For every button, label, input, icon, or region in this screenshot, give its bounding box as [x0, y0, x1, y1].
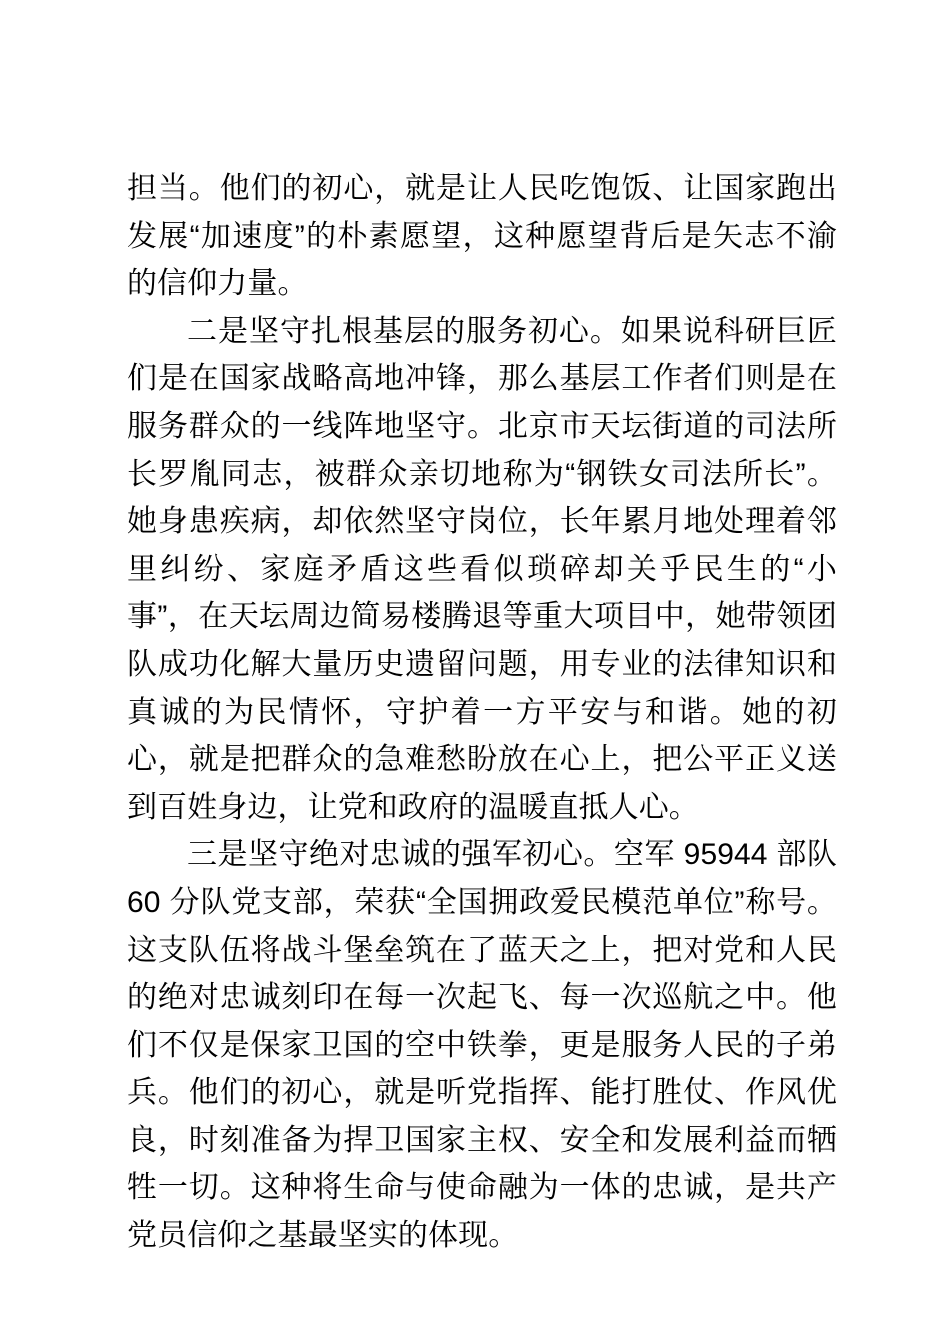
- paragraph-point-three: 三是坚守绝对忠诚的强军初心。空军 95944 部队 60 分队党支部，荣获“全国拥政爱民模范单位”称号。这支队伍将战斗堡垒筑在了蓝天之上，把对党和人民的绝对忠诚刻印在每一次起飞、每一次巡航之中。他们不仅是保家卫国的空中铁拳，更是服务人民的子弟兵。他们的初心，就是听党指挥、能打胜仗、作风优良，时刻准备为捍卫国家主权、安全和发展利益而牺牲一切。这种将生命与使命融为一体的忠诚，是共产党员信仰之基最坚实的体现。: [127, 838, 837, 1253]
- paragraph-continuation: 担当。他们的初心，就是让人民吃饱饭、让国家跑出发展“加速度”的朴素愿望，这种愿望背后是矢志不渝的信仰力量。: [127, 172, 837, 301]
- document-text-body: [127, 165, 837, 1260]
- paragraph-point-two: 二是坚守扎根基层的服务初心。如果说科研巨匠们是在国家战略高地冲锋，那么基层工作者们则是在服务群众的一线阵地坚守。北京市天坛街道的司法所长罗胤同志，被群众亲切地称为“钢铁女司法所长”。她身患疾病，却依然坚守岗位，长年累月地处理着邻里纠纷、家庭矛盾这些看似琐碎却关乎民生的“小事”，在天坛周边简易楼腾退等重大项目中，她带领团队成功化解大量历史遗留问题，用专业的法律知识和真诚的为民情怀，守护着一方平安与和谐。她的初心，就是把群众的急难愁盼放在心上，把公平正义送到百姓身边，让党和政府的温暖直抵人心。: [127, 314, 837, 824]
